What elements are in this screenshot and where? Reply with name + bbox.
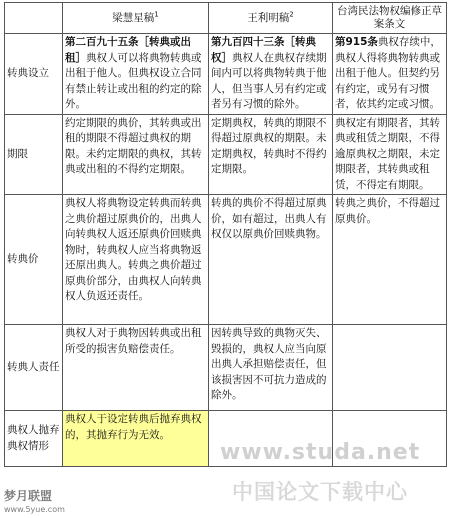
cell-liang: 约定期限的典价，其转典或出租的期限不得超过典权的期限。未约定期限的典权，其转典或出租的不得约定期限。 [63,114,209,195]
watermark-url: www.studa.net [220,440,421,465]
table-row [5,325,447,411]
cell-taiwan [333,325,447,411]
row-label: 转典价 [5,195,63,325]
cell-liang: 典权人将典物设定转典而转典之典价超过原典价的，出典人向转典权人返还原典价回赎典物时，转典权人应当将典物返还原出典人。转典之典价超过原典价部分，由典权人向转典权人负返还责任。 [63,195,209,325]
header-wang-draft: 王利明稿$^2$ [209,3,333,34]
cell-wang: 因转典导致的典物灭失、毁损的，典权人应当向原出典人承担赔偿责任，但该损害因不可抗力造成的除外。 [209,325,333,411]
table-row [5,195,447,325]
table-row [5,34,447,115]
logo-name: 梦月联盟 [4,489,53,503]
header-row [5,3,447,34]
cell-liang: 典权人对于典物因转典或出租所受的损害负赔偿责任。 [63,325,209,411]
row-label: 转典设立 [5,34,63,115]
watermark-site: 中国论文下载中心 [232,480,408,504]
cell-liang: 第二百九十五条［转典或出租］典权人可以将典物转典或出租于他人。但典权设立合同有禁止转让或出租的约定的除外。 [63,34,209,115]
cell-liang-highlighted: 典权人于设定转典后抛弃典权的，其抛弃行为无效。 [63,411,209,467]
header-liang-draft: 梁慧星稿$^1$ [63,3,209,34]
cell-wang: 第九百四十三条［转典权］典权人在典权存续期间内可以将典物转典于他人，但当事人另有约定或者另有习惯的除外。 [209,34,333,115]
cell-wang [209,411,333,467]
table-row [5,114,447,195]
site-logo [4,490,94,516]
cell-taiwan: 转典之典价，不得超过原典价。 [333,195,447,325]
cell-taiwan: 典权定有期限者，其转典或租赁之期限，不得逾原典权之期限，未定期限者，其转典或租赁，不得定有期限。 [333,114,447,195]
table-row [5,411,447,467]
logo-domain: www.5yue.com [4,505,65,514]
cell-wang: 定期典权，转典的期限不得超过原典权的期限。未定期典权，转典时不得约定期限。 [209,114,333,195]
comparison-table [4,2,447,467]
row-label: 转典人责任 [5,325,63,411]
cell-wang: 转典的典价不得超过原典价，如有超过，出典人有权仅以原典价回赎典物。 [209,195,333,325]
row-label: 期限 [5,114,63,195]
cell-taiwan [333,411,447,467]
header-blank [5,3,63,34]
header-taiwan-draft: 台湾民法物权编修正草案条文 [333,3,447,34]
cell-taiwan: 第915条典权存续中，典权人得将典物转典或出租于他人。但契约另有约定，或另有习惯者，依其约定或习惯。 [333,34,447,115]
row-label: 典权人抛弃典权情形 [5,411,63,467]
